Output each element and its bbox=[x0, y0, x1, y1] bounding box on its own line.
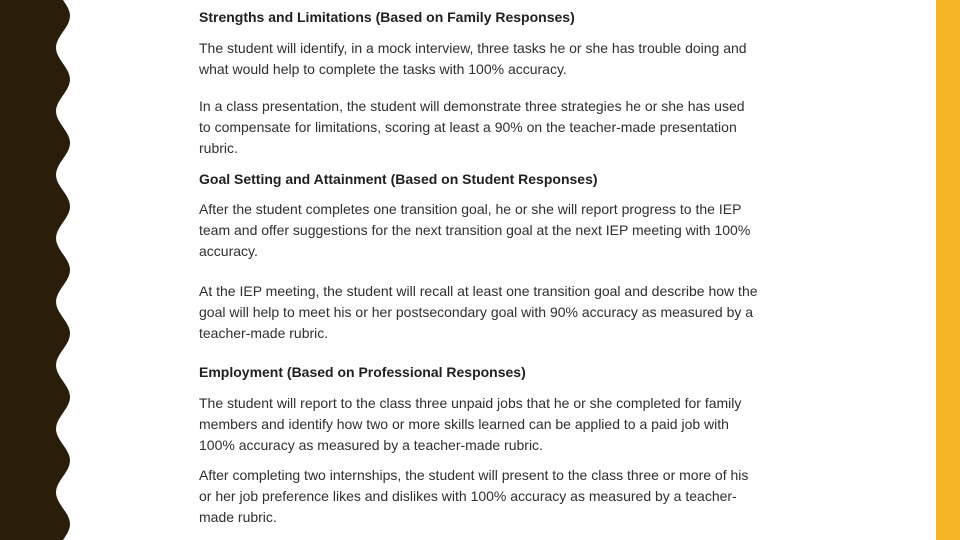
section-heading-strengths: Strengths and Limitations (Based on Family Responses) bbox=[199, 9, 575, 25]
paragraph-strengths-1: The student will identify, in a mock interview, three tasks he or she has trouble doing and what would help to complete the tasks with 100% accuracy. bbox=[199, 40, 747, 77]
paragraph-employment-1: The student will report to the class three unpaid jobs that he or she completed for family members and identify how two or more skills learned can be applied to a paid job with 100% accuracy as measured by a teacher-made rubric. bbox=[199, 395, 742, 453]
paragraph-employment-2: After completing two internships, the student will present to the class three or more of his or her job preference likes and dislikes with 100% accuracy as measured by a teacher-made rubric. bbox=[199, 467, 749, 525]
paragraph-goal-setting-1: After the student completes one transition goal, he or she will report progress to the IEP team and offer suggestions for the next transition goal at the next IEP meeting with 100% accuracy. bbox=[199, 201, 751, 259]
section-heading-employment: Employment (Based on Professional Responses) bbox=[199, 364, 526, 380]
wavy-border-shape bbox=[0, 0, 70, 540]
paragraph-goal-setting-2: At the IEP meeting, the student will recall at least one transition goal and describe how the goal will help to meet his or her postsecondary goal with 90% accuracy as measured by a teacher-made rubric. bbox=[199, 283, 758, 341]
paragraph-strengths-2: In a class presentation, the student will demonstrate three strategies he or she has used to compensate for limitations, scoring at least a 90% on the teacher-made presentation rubric. bbox=[199, 98, 745, 156]
wavy-left-border bbox=[0, 0, 80, 540]
right-accent-bar bbox=[936, 0, 960, 540]
section-heading-goal-setting: Goal Setting and Attainment (Based on Student Responses) bbox=[199, 171, 598, 187]
